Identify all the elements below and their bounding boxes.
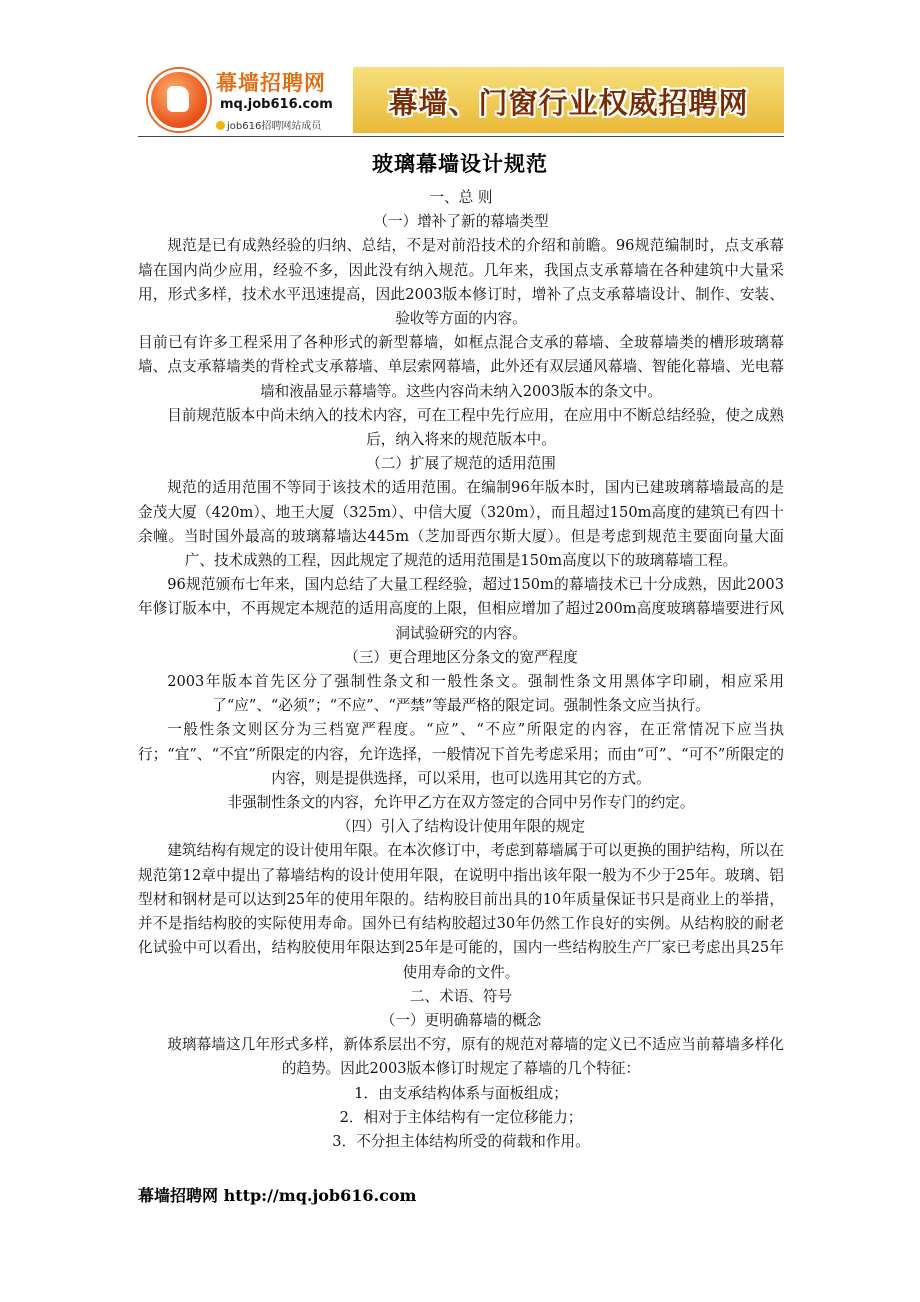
subsection-heading: （三）更合理地区分条文的宽严程度 xyxy=(344,648,578,666)
logo-name: 幕墙招聘网 xyxy=(216,71,326,95)
site-logo[interactable] xyxy=(138,63,348,135)
paragraph: 一般性条文则区分为三档宽严程度。“应”、“不应”所限定的内容，在正常情况下应当执行；“宜”、“不宜”所限定的内容，允许选择，一般情况下首先考虑采用；而由“可”、“可不”所限定的内容，则是提供选择，可以采用，也可以选用其它的方式。 xyxy=(138,721,784,787)
logo-member-text: job616招聘网站成员 xyxy=(227,121,322,132)
subsection-heading: （四）引入了结构设计使用年限的规定 xyxy=(336,818,586,836)
section-heading: 二、术语、符号 xyxy=(409,987,513,1005)
paragraph: 建筑结构有规定的设计使用年限。在本次修订中，考虑到幕墙属于可以更换的围护结构，所以在规范第12章中提出了幕墙结构的设计使用年限，在说明中指出该年限一般为不少于25年。玻璃、铝型材和钢材是可以达到25年的使用年限的。结构胶目前出具的10年质量保证书只是商业上的举措，并不是指结构胶的实际使用寿命。国外已有结构胶超过30年仍然工作良好的实例。从结构胶的耐老化试验中可以看出，结构胶使用年限达到25年是可能的，国内一些结构胶生产厂家已考虑出具25年使用寿命的文件。 xyxy=(138,842,784,981)
header-divider xyxy=(138,136,784,137)
paragraph: 规范是已有成熟经验的归纳、总结，不是对前沿技术的介绍和前瞻。96规范编制时，点支承幕墙在国内尚少应用，经验不多，因此没有纳入规范。几年来，我国点支承幕墙在各种建筑中大量采用，形式多样，技术水平迅速提高，因此2003版本修订时，增补了点支承幕墙设计、制作、安装、验收等方面的内容。 xyxy=(138,237,784,328)
paragraph: 目前规范版本中尚未纳入的技术内容，可在工程中先行应用，在应用中不断总结经验，使之成熟后，纳入将来的规范版本中。 xyxy=(167,406,784,449)
paragraph: 规范的适用范围不等同于该技术的适用范围。在编制96年版本时，国内已建玻璃幕墙最高的是金茂大厦（420m）、地王大厦（325m）、中信大厦（320m），而且超过150m高度的建筑已有四十余幢。当时国外最高的玻璃幕墙达445m（芝加哥西尔斯大厦）。但是考虑到规范主要面向量大面广、技术成熟的工程，因此规定了规范的适用范围是150m高度以下的玻璃幕墙工程。 xyxy=(138,479,784,570)
subsection-heading: （二）扩展了规范的适用范围 xyxy=(366,455,556,473)
bulb-icon xyxy=(216,121,225,130)
section-heading: 一、总 则 xyxy=(429,189,493,206)
document-body xyxy=(138,186,784,1154)
paragraph: 玻璃幕墙这几年形式多样，新体系层出不穷，原有的规范对幕墙的定义已不适应当前幕墙多样化的趋势。因此2003版本修订时规定了幕墙的几个特征： xyxy=(167,1036,784,1078)
logo-member-line xyxy=(216,117,321,132)
subsection-heading: （一）增补了新的幕墙类型 xyxy=(373,213,549,231)
paragraph: 非强制性条文的内容，允许甲乙方在双方签定的合同中另作专门的约定。 xyxy=(227,794,695,812)
banner[interactable] xyxy=(353,67,784,133)
paragraph: 目前已有许多工程采用了各种形式的新型幕墙，如框点混合支承的幕墙、全玻幕墙类的槽形玻璃幕墙、点支承幕墙类的背栓式支承幕墙、单层索网幕墙，此外还有双层通风幕墙、智能化幕墙、光电幕墙和液晶显示幕墙等。这些内容尚未纳入2003版本的条文中。 xyxy=(138,334,784,400)
paragraph: 96规范颁布七年来，国内总结了大量工程经验，超过150m的幕墙技术已十分成熟，因此2003年修订版本中，不再规定本规范的适用高度的上限，但相应增加了超过200m高度玻璃幕墙要进行风洞试验研究的内容。 xyxy=(138,576,784,642)
list-item: 2．相对于主体结构有一定位移能力； xyxy=(339,1108,583,1126)
page-header xyxy=(138,63,784,135)
list-item: 1．由支承结构体系与面板组成； xyxy=(354,1084,568,1102)
banner-text: 幕墙、门窗行业权威招聘网 xyxy=(388,86,749,120)
thumbs-up-icon xyxy=(148,69,210,131)
logo-url: mq.job616.com xyxy=(220,97,333,112)
paragraph: 2003年版本首先区分了强制性条文和一般性条文。强制性条文用黑体字印刷，相应采用了“应”、“必须”；“不应”、“严禁”等最严格的限定词。强制性条文应当执行。 xyxy=(167,673,784,715)
list-item: 3．不分担主体结构所受的荷载和作用。 xyxy=(332,1132,590,1150)
subsection-heading: （一）更明确幕墙的概念 xyxy=(380,1011,542,1029)
document-title: 玻璃幕墙设计规范 xyxy=(372,151,548,176)
footer-link[interactable]: 幕墙招聘网 http://mq.job616.com xyxy=(138,1186,417,1205)
